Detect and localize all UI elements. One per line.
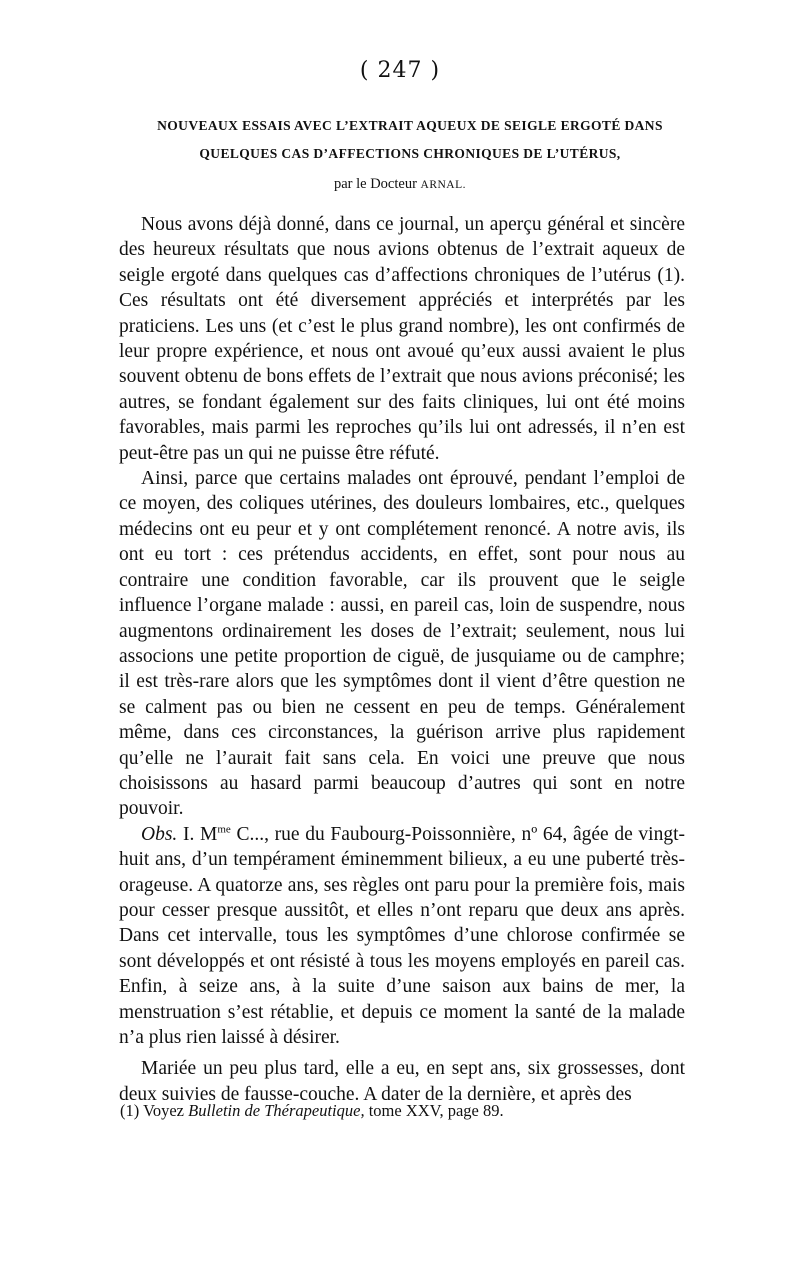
article-title-line-2: QUELQUES CAS D’AFFECTIONS CHRONIQUES DE L’UTÉRUS,: [199, 146, 621, 161]
paragraph-observation: [119, 822, 685, 1051]
byline-prefix: par le Docteur: [333, 176, 421, 192]
observation-label: Obs.: [141, 823, 178, 845]
paragraph-mariee: Mariée un peu plus tard, elle a eu, en sept ans, six grossesses, dont deux suivies de fausse-couche. A dater de la dernière, et après des: [119, 1058, 685, 1105]
footnote-prefix: (1) Voyez: [120, 1101, 189, 1120]
observation-text: C..., rue du Faubourg-Poissonnière, nº 64, âgée de vingt-huit ans, d’un tempérament éminemment bilieux, a eu une puberté très-orageuse. A quatorze ans, ses règles ont paru pour la première fois, mais pour cesser presque aussitôt, et elles n’ont reparu que deux ans après. Dans cet intervalle, tous les symptômes d’une chlorose confirmée se sont développés et ont résisté à tous les moyens employés en pareil cas. Enfin, à seize ans, à la suite d’une saison aux bains de mer, la menstruation s’est rétablie, et depuis ce moment la santé de la malade n’a plus rien laissé à désirer.: [119, 823, 685, 1048]
article-body: [119, 212, 685, 1107]
observation-superscript: me: [217, 823, 231, 836]
byline: [0, 176, 800, 193]
footnote-journal: Bulletin de Thérapeutique,: [188, 1101, 365, 1120]
footnote: [120, 1101, 686, 1121]
byline-author: ARNAL.: [420, 179, 467, 191]
footnote-suffix: tome XXV, page 89.: [364, 1101, 504, 1120]
paragraph-intro: Nous avons déjà donné, dans ce journal, un aperçu général et sincère des heureux résultats que nous avions obtenus de l’extrait aqueux de seigle ergoté dans quelques cas d’affections chroniques de l’utérus (1). Ces résultats ont été diversement appréciés et interprétés par les praticiens. Les uns (et c’est le plus grand nombre), les ont confirmés de leur propre expérience, et nous ont avoué qu’eux aussi avaient le plus souvent obtenu de bons effets de l’extrait que nous avions préconisé; les autres, se fondant également sur des faits cliniques, lui ont été moins favorables, mais parmi les reproches qu’ils lui ont adressés, il n’en est peut-être pas un qui ne puisse être réfuté.: [119, 214, 685, 464]
observation-number: I. M: [182, 823, 218, 845]
article-title-line-1: NOUVEAUX ESSAIS AVEC L’EXTRAIT AQUEUX DE SEIGLE ERGOTÉ DANS: [157, 118, 663, 133]
article-title: [110, 112, 710, 168]
paragraph-ainsi: Ainsi, parce que certains malades ont éprouvé, pendant l’emploi de ce moyen, des coliques utérines, des douleurs lombaires, etc., quelques médecins ont eu peur et y ont complétement renoncé. A notre avis, ils ont eu tort : ces prétendus accidents, en effet, sont pour nous au contraire une condition favorable, car ils prouvent que le seigle influence l’organe malade : aussi, en pareil cas, loin de suspendre, nous augmentons ordinairement les doses de l’extrait; seulement, nous lui associons une petite proportion de ciguë, de jusquiame ou de camphre; il est très-rare alors que les symptômes dont il vient d’être question ne se calment pas ou bien ne cessent en peu de temps. Généralement même, dans ces circonstances, la guérison arrive plus rapidement qu’elle ne l’aurait fait sans cela. En voici une preuve que nous choisissons au hasard parmi beaucoup d’autres qui sont en notre pouvoir.: [119, 468, 685, 820]
page-number: ( 247 ): [359, 58, 441, 83]
